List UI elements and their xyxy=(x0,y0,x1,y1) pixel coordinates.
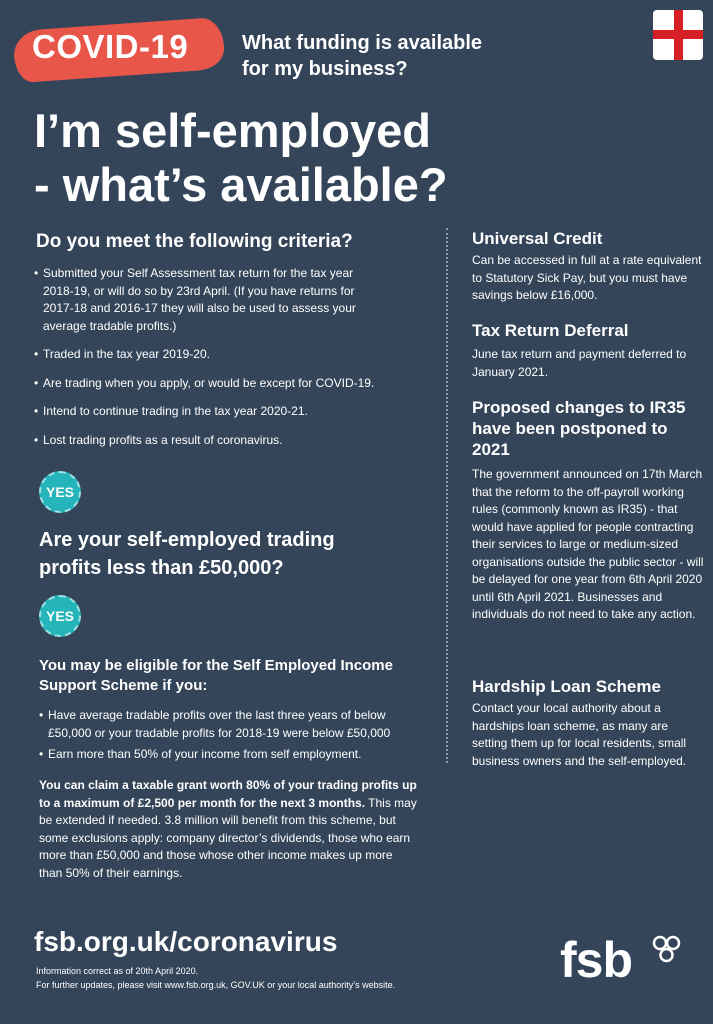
column-divider xyxy=(446,228,448,763)
criteria-list xyxy=(34,265,379,460)
page-title-line2: - what’s available? xyxy=(34,158,448,211)
profits-heading-line1: Are your self-employed trading xyxy=(39,529,335,551)
list-item: • Have average tradable profits over the last three years of below £50,000 or your tradable profits for 2018-19 were below £50,000 xyxy=(39,707,419,742)
list-item: • Submitted your Self Assessment tax return for the tax year 2018-19, or will do so by 23rd April. (If you have returns for 2017-18 and 2016-17 they will also be used to assess your average tradable profits.) xyxy=(34,265,379,335)
profits-heading-line2: profits less than £50,000? xyxy=(39,557,284,579)
fsb-logo xyxy=(560,930,690,990)
yes-badge: YES xyxy=(39,471,81,513)
hardship-loan-body: Contact your local authority about a hardships loan scheme, as many are setting them up for local residents, small business owners and the self-employed. xyxy=(472,701,687,768)
list-item: • Are trading when you apply, or would be except for COVID-19. xyxy=(34,375,379,393)
header-question-line1: What funding is available xyxy=(242,32,483,54)
list-item: • Earn more than 50% of your income from self employment. xyxy=(39,746,419,764)
grant-text-rest: This may be extended if needed. 3.8 million will benefit from this scheme, but some exclusions apply: company director’s dividends, those who earn more than £50,000 and those whose other income makes up more than 50% of their earnings. xyxy=(39,795,417,880)
fsb-logo-mark-icon xyxy=(652,934,684,968)
footer-updates: For further updates, please visit www.fsb.org.uk, GOV.UK or your local authority’s website. xyxy=(36,980,396,990)
footer-info: Information correct as of 20th April 2020. xyxy=(36,966,199,976)
hardship-loan-heading: Hardship Loan Scheme xyxy=(472,677,661,696)
grant-text xyxy=(39,777,419,882)
universal-credit-heading: Universal Credit xyxy=(472,229,603,248)
england-flag-icon xyxy=(653,10,703,60)
fsb-logo-text: fsb xyxy=(560,932,632,988)
grant-text-bold: You can claim a taxable grant worth 80% of your trading profits up to a maximum of £2,500 per month for the next 3 months. xyxy=(39,778,417,810)
profits-heading xyxy=(39,526,369,582)
eligible-heading: You may be eligible for the Self Employed Income Support Scheme if you: xyxy=(39,657,393,694)
list-item: • Lost trading profits as a result of coronavirus. xyxy=(34,432,379,450)
header-question-line2: for my business? xyxy=(242,58,408,80)
page-title xyxy=(34,104,554,212)
page-title-line1: I’m self-employed xyxy=(34,104,431,157)
header-question xyxy=(242,30,542,82)
covid-badge-label: COVID-19 xyxy=(32,28,189,65)
ir35-heading: Proposed changes to IR35 have been postponed to 2021 xyxy=(472,398,686,459)
yes-badge: YES xyxy=(39,595,81,637)
tax-return-deferral-body: June tax return and payment deferred to January 2021. xyxy=(472,347,687,379)
criteria-heading: Do you meet the following criteria? xyxy=(36,231,353,252)
footer-url-link[interactable]: fsb.org.uk/coronavirus xyxy=(34,926,338,957)
ir35-body: The government announced on 17th March that the reform to the off-payroll working rules (commonly known as IR35) - that would have applied for people contracting their services to large or medium-sized organisations outside the public sector - will be delayed for one year from 6th April 2020 until 6th April 2021. Businesses and individuals do not need to take any action. xyxy=(472,467,704,621)
eligible-list xyxy=(39,707,419,768)
list-item: • Traded in the tax year 2019-20. xyxy=(34,346,379,364)
universal-credit-body: Can be accessed in full at a rate equivalent to Statutory Sick Pay, but you must have savings below £16,000. xyxy=(472,253,702,302)
list-item: • Intend to continue trading in the tax year 2020-21. xyxy=(34,403,379,421)
tax-return-deferral-heading: Tax Return Deferral xyxy=(472,321,629,340)
